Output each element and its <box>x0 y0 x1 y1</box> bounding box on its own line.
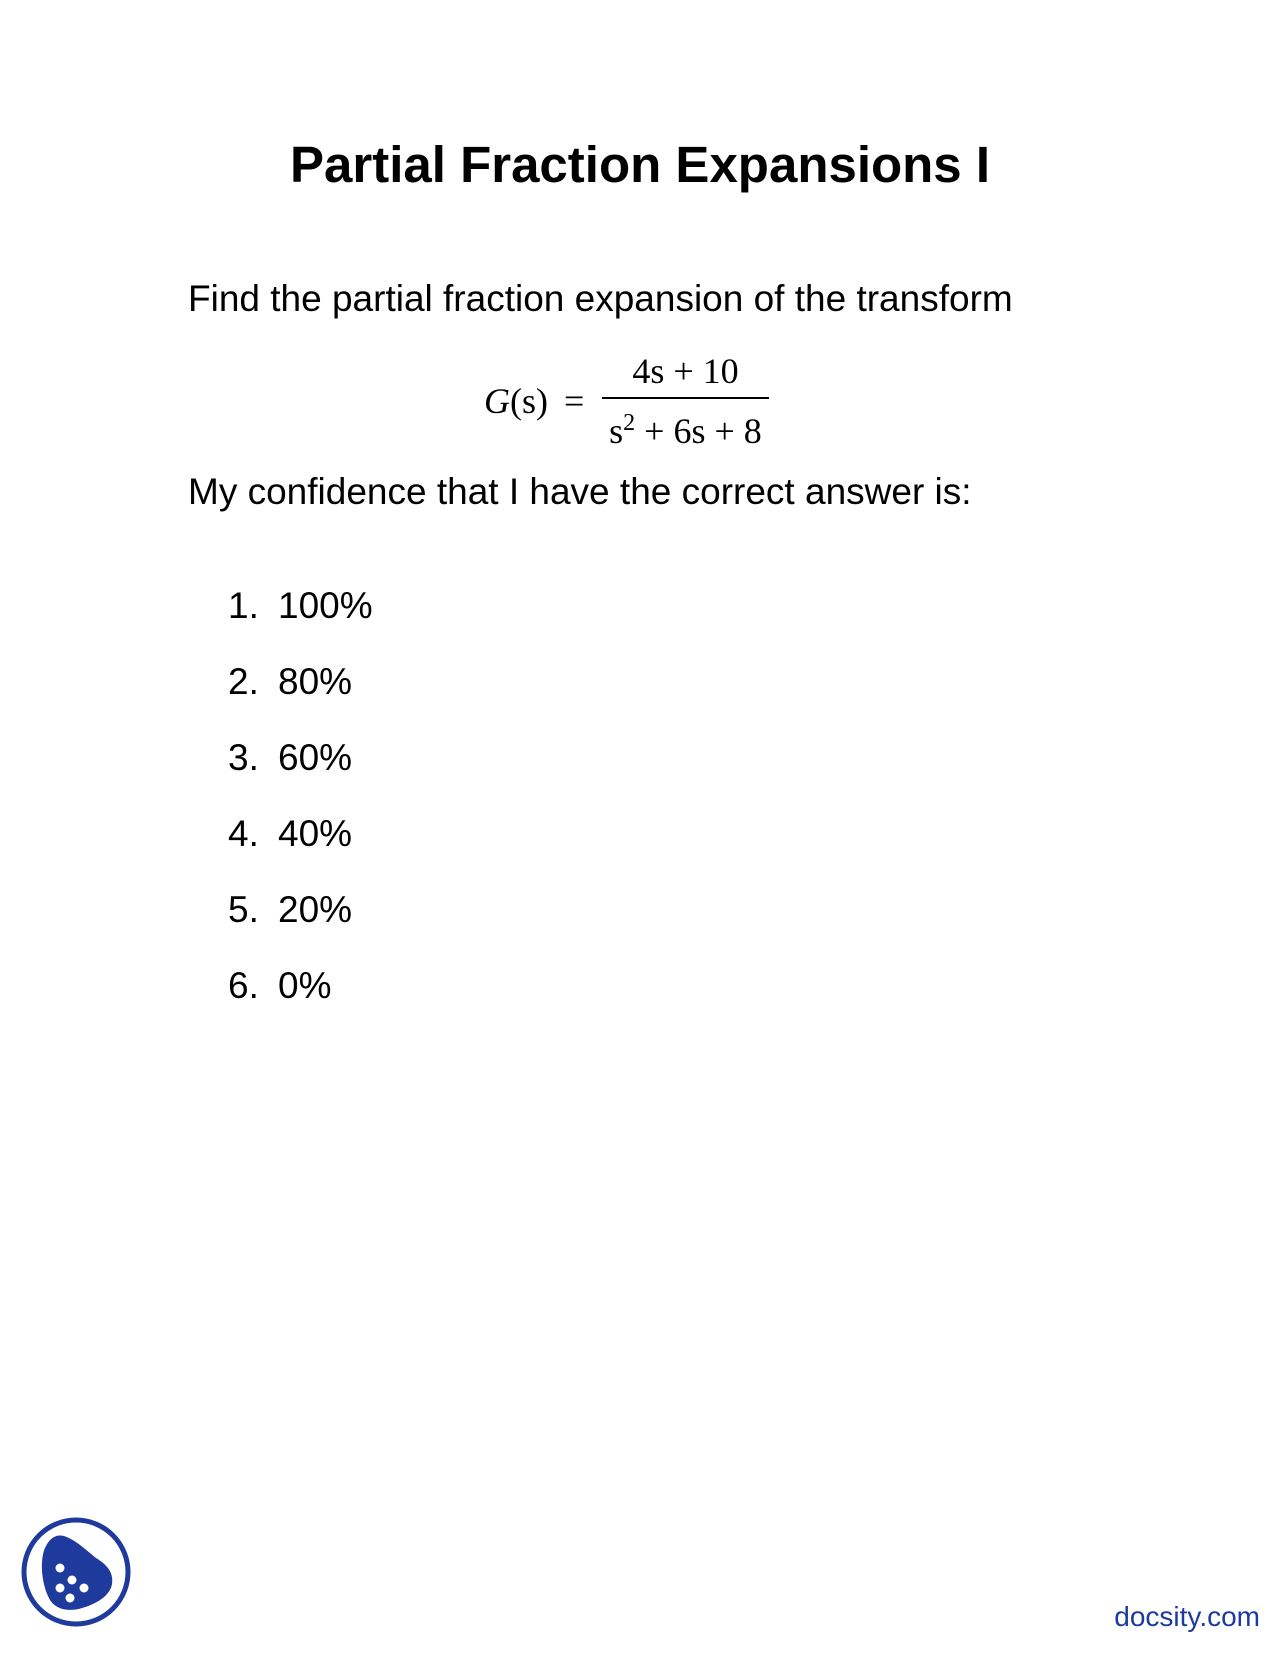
equation-argument: (s) <box>510 381 548 421</box>
confidence-options-list <box>228 584 373 1040</box>
confidence-option[interactable] <box>228 584 373 660</box>
option-number: 1. <box>228 585 259 626</box>
option-label: 100% <box>278 585 373 626</box>
docsity-brand-link[interactable]: docsity.com <box>1114 1601 1260 1632</box>
confidence-option[interactable] <box>228 888 373 964</box>
option-number: 4. <box>228 813 259 854</box>
confidence-option[interactable] <box>228 660 373 736</box>
equation-function-name: G <box>484 381 510 421</box>
page-title: Partial Fraction Expansions I <box>289 136 991 193</box>
equation-equals: = <box>564 381 585 421</box>
option-label: 60% <box>278 737 353 778</box>
denominator-exponent: 2 <box>623 410 636 436</box>
option-number: 2. <box>228 661 259 702</box>
option-number: 3. <box>228 737 259 778</box>
option-label: 20% <box>278 889 353 930</box>
denominator-rest: + 6s + 8 <box>644 411 762 451</box>
equation-denominator <box>609 399 762 451</box>
confidence-option[interactable] <box>228 736 373 812</box>
option-label: 80% <box>278 661 353 702</box>
option-number: 5. <box>228 889 259 930</box>
confidence-option[interactable] <box>228 964 373 1040</box>
confidence-option[interactable] <box>228 812 373 888</box>
question-intro: Find the partial fraction expansion of the transform <box>188 278 1013 319</box>
docsity-logo-icon[interactable] <box>20 1516 132 1628</box>
option-number: 6. <box>228 965 259 1006</box>
transfer-function-equation <box>484 351 769 451</box>
equation-lhs <box>484 380 548 422</box>
denominator-base: s <box>609 411 624 451</box>
confidence-prompt: My confidence that I have the correct answer is: <box>188 471 972 512</box>
option-label: 40% <box>278 813 353 854</box>
option-label: 0% <box>278 965 332 1006</box>
equation-fraction <box>602 351 768 451</box>
equation-numerator: 4s + 10 <box>632 351 739 391</box>
